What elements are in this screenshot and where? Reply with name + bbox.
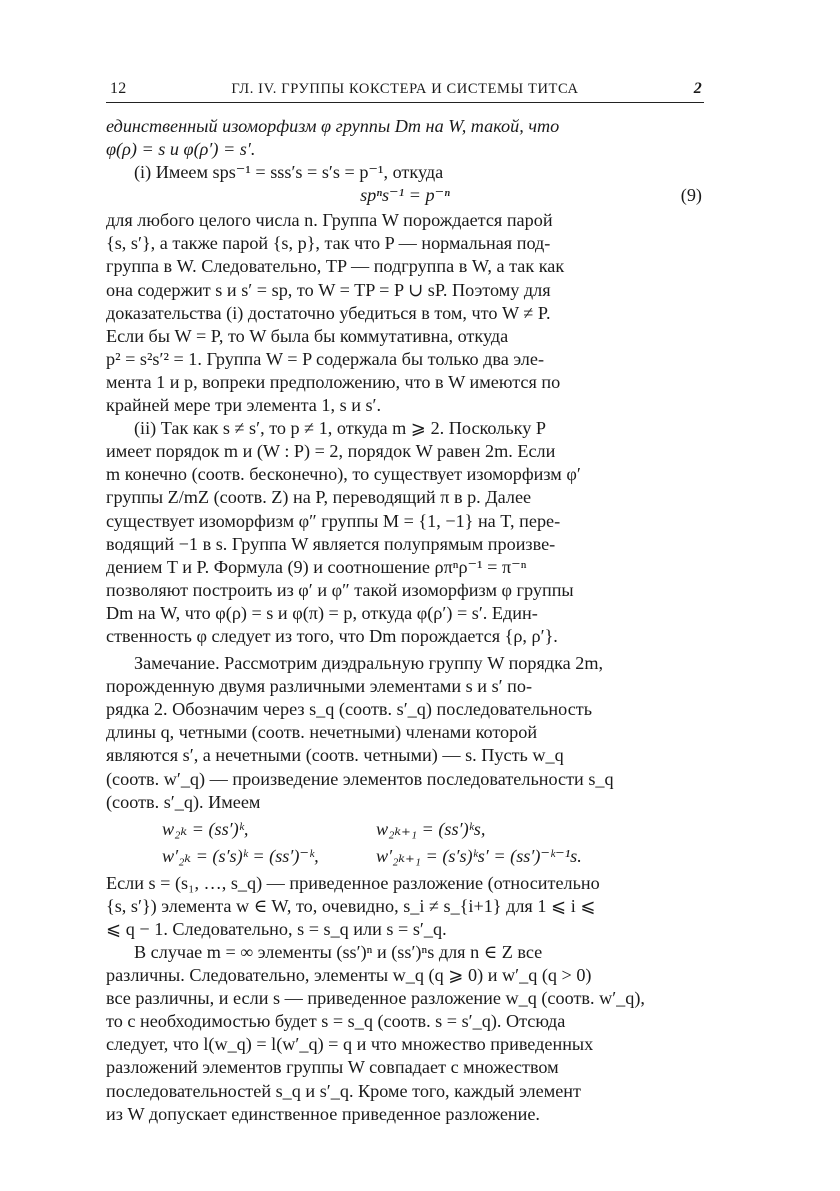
remark-paragraph [106, 652, 704, 814]
text-line: p² = s²s′² = 1. Группа W = P содержала бы только два эле- [106, 348, 545, 369]
text-line: ⩽ q − 1. Следовательно, s = s_q или s = s′_q. [106, 918, 447, 939]
section-number: 2 [693, 80, 702, 97]
text-line: Если s = (s₁, …, s_q) — приведенное разложение (относительно [106, 872, 600, 893]
text-line: для любого целого числа n. Группа W порождается парой [106, 210, 553, 231]
text-line: все различны, и если s — приведенное разложение w_q (соотв. w′_q), [106, 988, 645, 1009]
text-line: являются s′, а нечетными (соотв. четными) — s. Пусть w_q [106, 745, 564, 766]
text-line: из W допускает единственное приведенное разложение. [106, 1103, 540, 1124]
text-line: позволяют построить из φ′ и φ″ такой изоморфизм φ группы [106, 579, 574, 600]
text-line: группы Z/mZ (соотв. Z) на P, переводящий π в p. Далее [106, 487, 532, 508]
page-number: 12 [110, 80, 127, 97]
text-line: единственный изоморфизм φ группы Dm на W, такой, что [106, 116, 560, 136]
proof-part-i-continued [106, 209, 704, 417]
text-line: m конечно (соотв. бесконечно), то существует изоморфизм φ′ [106, 464, 581, 485]
text-line: Dm на W, что φ(ρ) = s и φ(π) = p, откуда φ(ρ′) = s′. Един- [106, 602, 538, 623]
equation-9 [106, 184, 704, 209]
text-line: Если бы W = P, то W была бы коммутативна, откуда [106, 325, 509, 346]
chapter-title: ГЛ. IV. ГРУППЫ КОКСТЕРА И СИСТЕМЫ ТИТСА [231, 81, 579, 97]
equation-w2k1: w₂ₖ₊₁ = (ss′)ᵏs, [376, 818, 486, 839]
text-line: длины q, четными (соотв. нечетными) членами которой [106, 722, 538, 743]
proof-part-i [106, 161, 704, 184]
text-line: водящий −1 в s. Группа W является полупрямым произве- [106, 533, 556, 554]
proof-part-ii [106, 417, 704, 648]
text-line: (соотв. s′_q). Имеем [106, 791, 261, 812]
text-line: дением T и P. Формула (9) и соотношение ρπⁿρ⁻¹ = π⁻ⁿ [106, 556, 527, 577]
equation-w-prime-2k: w′₂ₖ = (s′s)ᵏ = (ss′)⁻ᵏ, [162, 845, 319, 866]
text-line: она содержит s и s′ = sp, то W = TP = P ∪ sP. Поэтому для [106, 279, 551, 300]
text-line: Замечание. Рассмотрим диэдральную группу W порядка 2m, [134, 653, 604, 674]
equation-w-prime-2k1: w′₂ₖ₊₁ = (s′s)ᵏs′ = (ss′)⁻ᵏ⁻¹s. [376, 845, 582, 866]
display-equation-row-2 [106, 845, 704, 872]
display-equation-row-1 [106, 818, 704, 845]
running-header [106, 76, 704, 103]
text-line: рядка 2. Обозначим через s_q (соотв. s′_q) последовательность [106, 699, 593, 720]
theorem-conclusion [106, 115, 704, 161]
text-line: следует, что l(w_q) = l(w′_q) = q и что множество приведенных [106, 1034, 594, 1055]
text-line: (ii) Так как s ≠ s′, то p ≠ 1, откуда m ⩾ 2. Поскольку P [134, 418, 546, 439]
text-line: группа в W. Следовательно, TP — подгруппа в W, а так как [106, 256, 565, 277]
equation-number: (9) [680, 185, 702, 206]
text-line: разложений элементов группы W совпадает с множеством [106, 1057, 559, 1078]
text-line: порожденную двумя различными элементами s и s′ по- [106, 676, 533, 697]
equation-formula: spⁿs⁻¹ = p⁻ⁿ [360, 185, 450, 206]
text-line: (соотв. w′_q) — произведение элементов последовательности s_q [106, 768, 614, 789]
equation-w2k: w₂ₖ = (ss′)ᵏ, [162, 818, 249, 839]
text-line: ственность φ следует из того, что Dm порождается {ρ, ρ′}. [106, 625, 558, 646]
text-line: имеет порядок m и (W : P) = 2, порядок W равен 2m. Если [106, 441, 556, 462]
text-line: существует изоморфизм φ″ группы M = {1, −1} на T, пере- [106, 510, 561, 531]
text-line: {s, s′}, а также парой {s, p}, так что P — нормальная под- [106, 233, 551, 254]
text-line: то с необходимостью будет s = s_q (соотв. s = s′_q). Отсюда [106, 1011, 566, 1032]
text-line: В случае m = ∞ элементы (ss′)ⁿ и (ss′)ⁿs для n ∈ Z все [134, 942, 543, 962]
text-line: доказательства (i) достаточно убедиться в том, что W ≠ P. [106, 302, 551, 323]
text-line: различны. Следовательно, элементы w_q (q ⩾ 0) и w′_q (q > 0) [106, 965, 592, 986]
book-page [106, 76, 704, 1126]
text-line: крайней мере три элемента 1, s и s′. [106, 395, 382, 416]
text-line: φ(ρ) = s и φ(ρ′) = s′. [106, 139, 256, 160]
page-body [106, 115, 704, 1126]
text-line: мента 1 и p, вопреки предположению, что в W имеются по [106, 371, 561, 392]
reduced-decomposition-paragraph [106, 872, 704, 941]
text-line: {s, s′}) элемента w ∈ W, то, очевидно, s_i ≠ s_{i+1} для 1 ⩽ i ⩽ [106, 895, 596, 916]
text-line: (i) Имеем sps⁻¹ = sss′s = s′s = p⁻¹, откуда [134, 162, 444, 183]
text-line: последовательностей s_q и s′_q. Кроме того, каждый элемент [106, 1080, 581, 1101]
infinite-case-paragraph [106, 941, 704, 1126]
